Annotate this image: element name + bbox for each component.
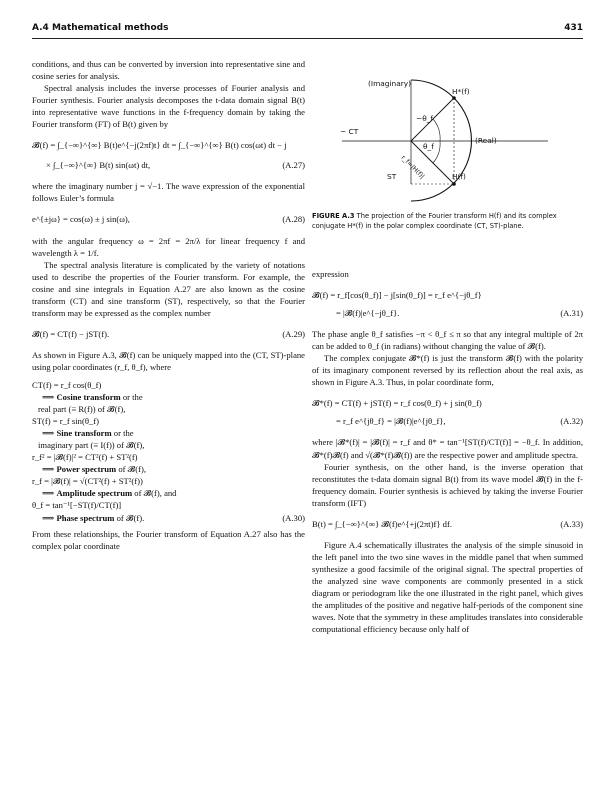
paragraph: conditions, and thus can be converted by inversion into representative sine and cosine series for analysis. [32, 59, 305, 82]
angle-arc [433, 141, 440, 163]
definition-text: of 𝓑(f). [116, 512, 145, 523]
paragraph: The complex conjugate 𝓑*(f) is just the transform 𝓑(f) with the polarity of its imaginary component reversed by its reflection about the real axis, as shown in Figure A.3. Thus, in polar coordinate form, [312, 353, 583, 388]
unit-circle-arc [411, 80, 471, 201]
neg-theta-label: −θ_f [416, 114, 434, 123]
definition-line: ⟹ Sine transform or the [42, 428, 134, 439]
paragraph: Figure A.4 schematically illustrates the analysis of the simple sinusoid in the left panel into the two sine waves in the middle panel that when summed synthesize a good facsimile of the original signal. The spectral properties of the analyzed sine wave components are commonly presented in a stick diagram or periodogram like the one illustrated in the right panel, which gives the amplitudes of the positive and negative half-periods of the component sine waves. Note that the symmetry in these amplitudes translates into considerable computational efficiency because only half of [312, 539, 583, 635]
paragraph: where |𝓑*(f)| = |𝓑(f)| = r_f and θ* = tan⁻¹[ST(f)/CT(f)] = −θ_f. In addition, 𝓑*(f)𝓑(f) and √(𝓑*(f)𝓑(f)) are the respective power and amplitude spectra. [312, 437, 583, 460]
right-column [312, 268, 583, 635]
caption-label: FIGURE A.3 [312, 212, 355, 220]
equation-line: 𝓑(f) = ∫_{−∞}^{∞} B(t)e^{−j(2πf)t} dt = ∫_{−∞}^{∞} B(t) cos(ωt) dt − j [32, 140, 287, 151]
st-label: ST [387, 172, 397, 181]
paragraph: with the angular frequency ω = 2πf = 2π/λ for linear frequency f and wavelength λ = 1/f. [32, 235, 305, 258]
equation-a29 [32, 328, 305, 340]
definition-line: θ_f = tan⁻¹[−ST(f)/CT(f)] [32, 500, 122, 511]
definition-text: of 𝓑(f), and [134, 488, 177, 499]
definition-line: ⟹ Amplitude spectrum of 𝓑(f), and [42, 488, 177, 499]
equation-line: 𝓑(f) = r_f[cos(θ_f)] − j[sin(θ_f)] = r_f e^{−jθ_f} [312, 290, 482, 301]
paragraph: Fourier synthesis, on the other hand, is the inverse operation that reconstitutes the t-data domain signal B(t) from its wave model 𝓑(f) in the f-frequency domain. Fourier synthesis is achieved by taking the inverse Fourier transform (IFT) [312, 461, 583, 508]
conjugate-point [452, 96, 456, 100]
definition-line: imaginary part (≡ I(f)) of 𝓑(f), [38, 440, 145, 451]
definition-term: Phase spectrum [56, 512, 115, 523]
definition-line: ST(f) = r_f sin(θ_f) [32, 416, 99, 427]
definition-line: CT(f) = r_f cos(θ_f) [32, 379, 102, 390]
figure-a3-diagram [312, 66, 583, 206]
radius-label: r_f=|H(f)| [399, 153, 427, 181]
equation-line: = r_f e^{jθ_f} = |𝓑(f)|e^{jθ_f}, [336, 416, 446, 427]
equation-a33 [312, 518, 583, 530]
hstar-label: H*(f) [452, 87, 470, 96]
imaginary-axis-label: (Imaginary) [368, 79, 412, 88]
definition-term: Sine transform [56, 428, 112, 439]
transform-point [452, 182, 456, 186]
definition-text: or the [113, 428, 134, 439]
definition-line: ⟹ Power spectrum of 𝓑(f), [42, 464, 146, 475]
paragraph: Spectral analysis includes the inverse processes of Fourier analysis and Fourier synthesis. Fourier analysis decomposes the t-data domain signal B(t) into representative wave functions in the f-frequency domain by taking the Fourier transform (FT) of B(t) given by [32, 83, 305, 130]
equation-line: = |𝓑(f)|e^{−jθ_f}. [336, 308, 400, 319]
equation-number: (A.28) [282, 214, 305, 225]
paragraph: where the imaginary number j = √−1. The wave expression of the exponential follows Euler’s formula [32, 181, 305, 204]
caption-text: The projection of the Fourier transform H(f) and its complex conjugate H*(f) in the polar complex coordinate (CT, ST)-plane. [312, 212, 557, 230]
figure-caption [312, 211, 572, 231]
left-column [32, 58, 305, 552]
definition-text: of 𝓑(f), [118, 464, 146, 475]
equation-number: (A.30) [282, 512, 305, 523]
running-header [32, 22, 583, 39]
neg-ct-label: − CT [340, 127, 359, 136]
definition-line: ⟹ Phase spectrum of 𝓑(f). [42, 512, 145, 523]
equation-a27 [32, 139, 305, 171]
real-axis-label: (Real) [475, 136, 497, 145]
equation-a30-block [32, 379, 305, 524]
equation-a32 [312, 397, 583, 427]
theta-label: θ_f [423, 142, 434, 151]
equation-a28 [32, 213, 305, 225]
equation-line: B(t) = ∫_{−∞}^{∞} 𝓑(f)e^{+j(2πt)f} df. [312, 518, 452, 529]
paragraph: From these relationships, the Fourier transform of Equation A.27 also has the complex polar coordinate [32, 528, 305, 551]
paragraph: As shown in Figure A.3, 𝓑(f) can be uniquely mapped into the (CT, ST)-plane using polar coordinates (r_f, θ_f), where [32, 349, 305, 372]
definition-line: r_f² = |𝓑(f)|² = CT²(f) + ST²(f) [32, 452, 138, 463]
equation-number: (A.33) [560, 518, 583, 529]
definition-term: Cosine transform [56, 392, 121, 403]
definition-term: Amplitude spectrum [56, 488, 133, 499]
equation-line: × ∫_{−∞}^{∞} B(t) sin(ωt) dt, [46, 160, 151, 171]
equation-line: 𝓑*(f) = CT(f) + jST(f) = r_f cos(θ_f) + j sin(θ_f) [312, 398, 482, 409]
equation-number: (A.29) [282, 328, 305, 339]
equation-line: e^{±jω} = cos(ω) ± j sin(ω), [32, 214, 130, 225]
definition-term: Power spectrum [56, 464, 117, 475]
paragraph: The phase angle θ_f satisfies −π < θ_f ≤ π so that any integral multiple of 2π can be added to θ_f (in radians) without changing the value of 𝓑(f). [312, 329, 583, 352]
equation-number: (A.32) [560, 416, 583, 427]
header-page-number: 431 [564, 23, 583, 33]
paragraph: The spectral analysis literature is complicated by the variety of notations used to describe the properties of the Fourier transform. For example, the cosine and sine integrals in Equation A.27 are also known as the cosine transform (CT) and sine transform (ST), respectively, so that the Fourier transform may be expressed as the complex number [32, 259, 305, 318]
equation-number: (A.27) [282, 160, 305, 171]
definition-text: or the [122, 392, 143, 403]
equation-line: 𝓑(f) = CT(f) − jST(f). [32, 328, 110, 339]
paragraph: expression [312, 269, 349, 279]
angle-arc [433, 119, 440, 141]
definition-line: ⟹ Cosine transform or the [42, 392, 143, 403]
header-section-title: A.4 Mathematical methods [32, 23, 169, 33]
equation-a31 [312, 289, 583, 319]
equation-number: (A.31) [560, 308, 583, 319]
definition-line: r_f = |𝓑(f)| = √(CT²(f) + ST²(f)) [32, 476, 143, 487]
h-label: H(f) [452, 172, 466, 181]
definition-line: real part (≡ R(f)) of 𝓑(f), [38, 404, 126, 415]
